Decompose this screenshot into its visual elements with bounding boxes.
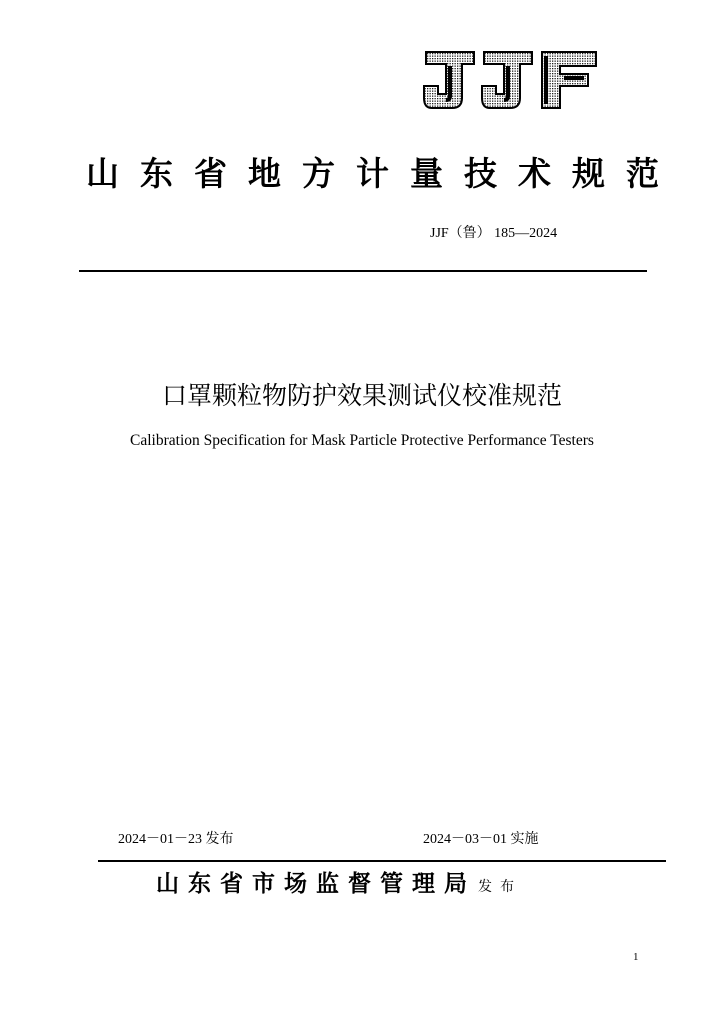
document-title-english: Calibration Specification for Mask Particle Protective Performance Testers (130, 432, 594, 449)
jjf-logo-icon (422, 48, 598, 112)
page-number: 1 (633, 951, 639, 963)
standard-number: JJF（鲁） 185—2024 (430, 226, 558, 241)
bottom-divider (98, 860, 666, 862)
series-title: 山东省地方计量技术规范 (86, 154, 680, 193)
implementation-date: 2024－03－01 实施 (423, 832, 539, 847)
publisher-name: 山东省市场监督管理局 (156, 870, 476, 897)
publisher-line (156, 866, 522, 902)
top-divider (79, 270, 647, 272)
document-title-chinese: 口罩颗粒物防护效果测试仪校准规范 (161, 381, 562, 410)
issue-date: 2024－01－23 发布 (118, 832, 234, 847)
publisher-suffix: 发布 (478, 879, 522, 895)
jjf-logo (422, 48, 598, 112)
